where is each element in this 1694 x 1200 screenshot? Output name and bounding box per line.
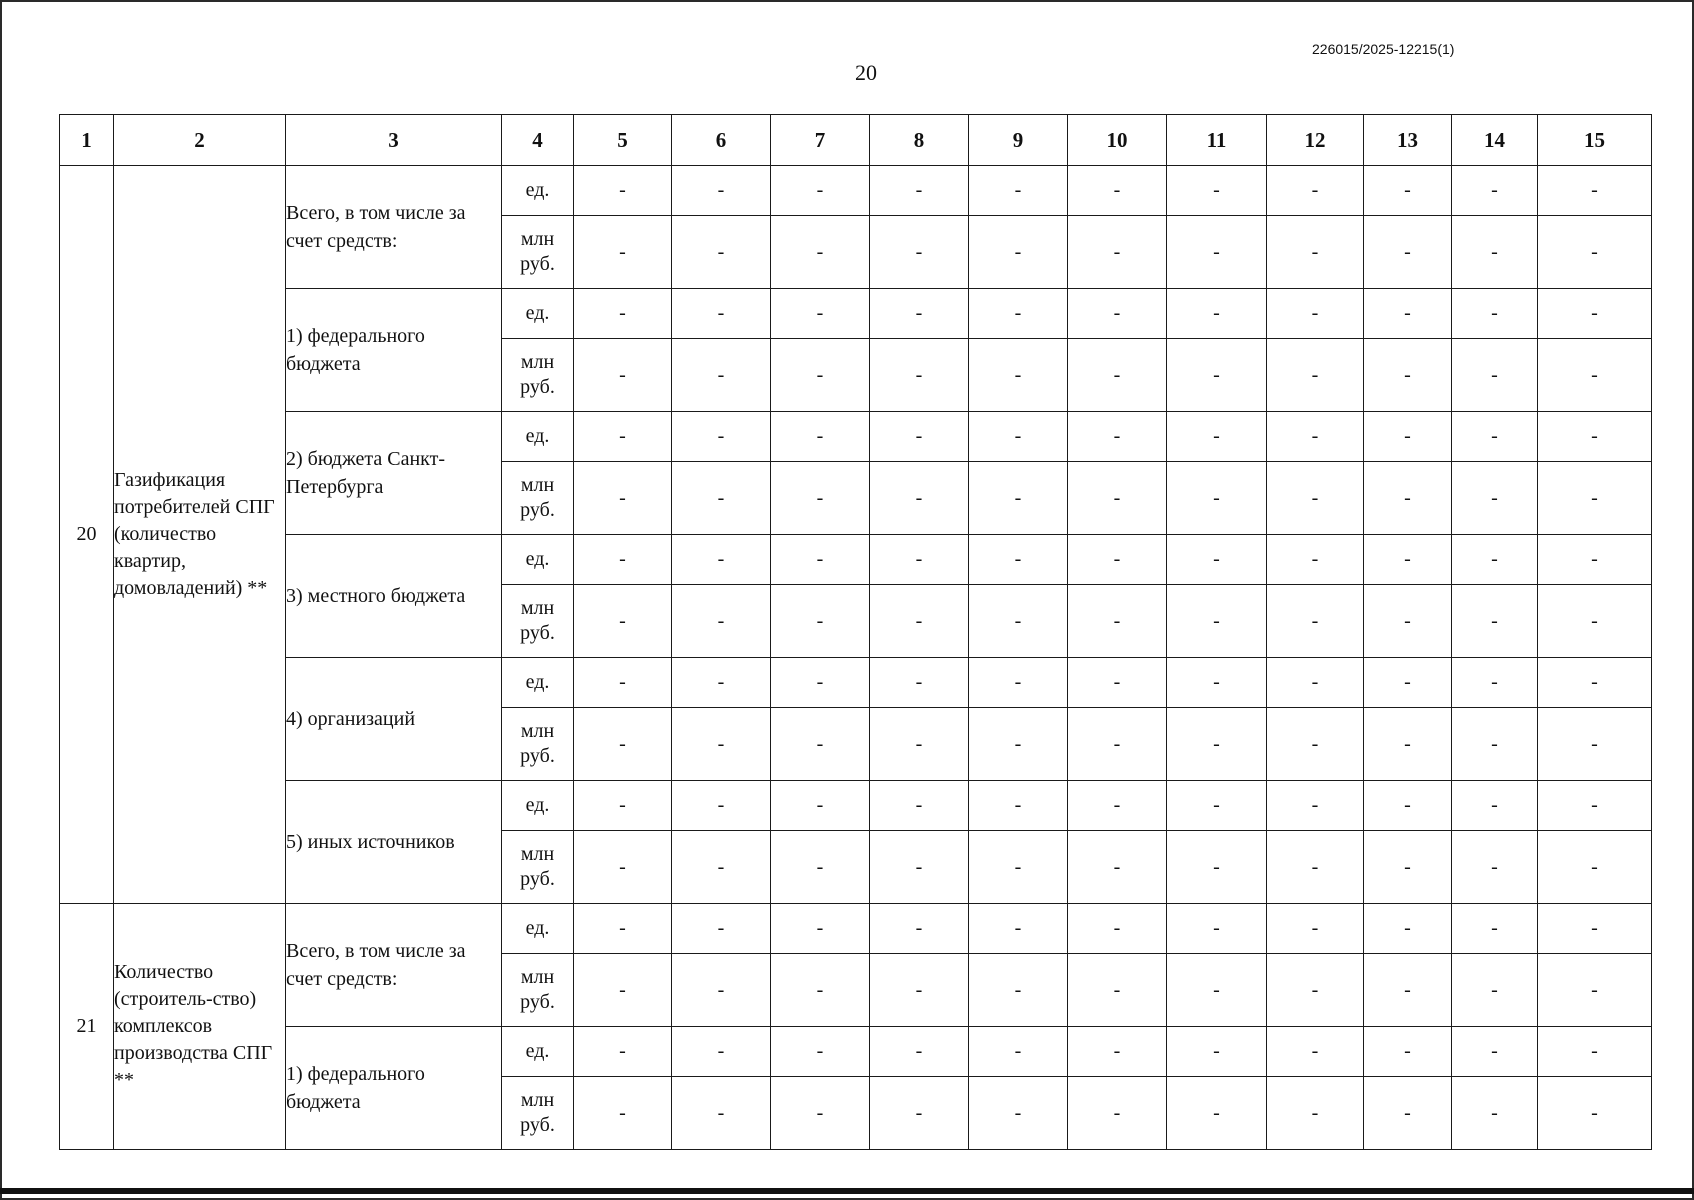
funding-source: 5) иных источников (286, 781, 502, 904)
value-cell: - (1452, 289, 1538, 339)
unit-cell: млн руб. (502, 585, 574, 658)
value-cell: - (1068, 585, 1167, 658)
value-cell: - (969, 216, 1068, 289)
value-cell: - (574, 904, 672, 954)
value-cell: - (574, 166, 672, 216)
value-cell: - (1167, 166, 1267, 216)
column-header: 15 (1538, 115, 1652, 166)
value-cell: - (969, 412, 1068, 462)
value-cell: - (1267, 462, 1364, 535)
value-cell: - (1267, 1027, 1364, 1077)
value-cell: - (1068, 289, 1167, 339)
value-cell: - (672, 166, 771, 216)
value-cell: - (574, 708, 672, 781)
value-cell: - (1538, 535, 1652, 585)
value-cell: - (672, 535, 771, 585)
unit-cell: млн руб. (502, 1077, 574, 1150)
table-row (60, 166, 1652, 216)
value-cell: - (1538, 412, 1652, 462)
value-cell: - (1538, 1027, 1652, 1077)
value-cell: - (1167, 831, 1267, 904)
value-cell: - (771, 831, 870, 904)
value-cell: - (1452, 904, 1538, 954)
value-cell: - (1167, 289, 1267, 339)
column-header: 7 (771, 115, 870, 166)
value-cell: - (1364, 339, 1452, 412)
unit-cell: млн руб. (502, 954, 574, 1027)
value-cell: - (1538, 904, 1652, 954)
unit-cell: ед. (502, 289, 574, 339)
value-cell: - (1538, 954, 1652, 1027)
value-cell: - (1452, 412, 1538, 462)
unit-cell: ед. (502, 904, 574, 954)
value-cell: - (969, 166, 1068, 216)
value-cell: - (672, 216, 771, 289)
indicator-name: Количество (строитель-ство) комплексов производства СПГ ** (114, 904, 286, 1150)
value-cell: - (574, 1077, 672, 1150)
funding-source: Всего, в том числе за счет средств: (286, 904, 502, 1027)
unit-cell: ед. (502, 781, 574, 831)
value-cell: - (771, 658, 870, 708)
value-cell: - (672, 1077, 771, 1150)
value-cell: - (870, 289, 969, 339)
value-cell: - (574, 216, 672, 289)
value-cell: - (1538, 1077, 1652, 1150)
value-cell: - (672, 289, 771, 339)
row-number: 20 (60, 166, 114, 904)
value-cell: - (1167, 904, 1267, 954)
value-cell: - (1364, 289, 1452, 339)
value-cell: - (1364, 585, 1452, 658)
value-cell: - (1364, 781, 1452, 831)
value-cell: - (1267, 535, 1364, 585)
value-cell: - (1364, 166, 1452, 216)
unit-cell: ед. (502, 658, 574, 708)
value-cell: - (969, 1077, 1068, 1150)
value-cell: - (771, 166, 870, 216)
unit-cell: млн руб. (502, 216, 574, 289)
table-row (60, 658, 1652, 708)
value-cell: - (1538, 781, 1652, 831)
value-cell: - (1068, 166, 1167, 216)
value-cell: - (969, 708, 1068, 781)
value-cell: - (672, 462, 771, 535)
value-cell: - (870, 585, 969, 658)
value-cell: - (1167, 462, 1267, 535)
value-cell: - (969, 904, 1068, 954)
value-cell: - (771, 1077, 870, 1150)
table-row (60, 781, 1652, 831)
value-cell: - (870, 1077, 969, 1150)
value-cell: - (1068, 462, 1167, 535)
value-cell: - (1452, 166, 1538, 216)
value-cell: - (1068, 781, 1167, 831)
value-cell: - (1364, 1077, 1452, 1150)
unit-cell: млн руб. (502, 708, 574, 781)
value-cell: - (1068, 831, 1167, 904)
value-cell: - (870, 462, 969, 535)
value-cell: - (771, 462, 870, 535)
value-cell: - (1364, 1027, 1452, 1077)
value-cell: - (1267, 585, 1364, 658)
value-cell: - (1538, 339, 1652, 412)
value-cell: - (574, 831, 672, 904)
value-cell: - (1167, 1027, 1267, 1077)
table-row (60, 412, 1652, 462)
value-cell: - (870, 1027, 969, 1077)
value-cell: - (1167, 585, 1267, 658)
value-cell: - (672, 904, 771, 954)
value-cell: - (870, 781, 969, 831)
value-cell: - (771, 904, 870, 954)
column-header: 8 (870, 115, 969, 166)
value-cell: - (1364, 535, 1452, 585)
value-cell: - (1267, 954, 1364, 1027)
column-header: 11 (1167, 115, 1267, 166)
table-body (60, 166, 1652, 1150)
value-cell: - (969, 831, 1068, 904)
value-cell: - (574, 658, 672, 708)
value-cell: - (771, 339, 870, 412)
value-cell: - (870, 339, 969, 412)
value-cell: - (1452, 708, 1538, 781)
value-cell: - (1538, 585, 1652, 658)
value-cell: - (1452, 954, 1538, 1027)
unit-cell: млн руб. (502, 462, 574, 535)
value-cell: - (1068, 412, 1167, 462)
value-cell: - (771, 216, 870, 289)
column-header: 14 (1452, 115, 1538, 166)
funding-source: 3) местного бюджета (286, 535, 502, 658)
value-cell: - (1364, 412, 1452, 462)
value-cell: - (870, 708, 969, 781)
funding-source: 2) бюджета Санкт-Петербурга (286, 412, 502, 535)
value-cell: - (1364, 831, 1452, 904)
value-cell: - (1267, 708, 1364, 781)
column-header: 4 (502, 115, 574, 166)
value-cell: - (672, 658, 771, 708)
value-cell: - (1538, 289, 1652, 339)
unit-cell: ед. (502, 1027, 574, 1077)
value-cell: - (574, 462, 672, 535)
value-cell: - (1167, 339, 1267, 412)
value-cell: - (1364, 708, 1452, 781)
value-cell: - (1068, 954, 1167, 1027)
value-cell: - (1452, 831, 1538, 904)
value-cell: - (870, 216, 969, 289)
value-cell: - (1068, 708, 1167, 781)
value-cell: - (1267, 412, 1364, 462)
value-cell: - (1538, 216, 1652, 289)
value-cell: - (1364, 216, 1452, 289)
value-cell: - (870, 412, 969, 462)
value-cell: - (1452, 585, 1538, 658)
value-cell: - (870, 831, 969, 904)
value-cell: - (969, 289, 1068, 339)
value-cell: - (1364, 658, 1452, 708)
value-cell: - (969, 781, 1068, 831)
value-cell: - (969, 954, 1068, 1027)
value-cell: - (1538, 462, 1652, 535)
value-cell: - (1364, 904, 1452, 954)
value-cell: - (1167, 535, 1267, 585)
value-cell: - (672, 831, 771, 904)
funding-source: 1) федерального бюджета (286, 1027, 502, 1150)
value-cell: - (672, 781, 771, 831)
value-cell: - (672, 1027, 771, 1077)
value-cell: - (1068, 216, 1167, 289)
unit-cell: ед. (502, 535, 574, 585)
column-header: 13 (1364, 115, 1452, 166)
value-cell: - (1068, 1027, 1167, 1077)
value-cell: - (574, 781, 672, 831)
value-cell: - (1068, 339, 1167, 412)
value-cell: - (969, 1027, 1068, 1077)
value-cell: - (574, 535, 672, 585)
value-cell: - (1538, 831, 1652, 904)
scan-bottom-edge (0, 1188, 1694, 1194)
column-header: 2 (114, 115, 286, 166)
value-cell: - (574, 585, 672, 658)
value-cell: - (1267, 831, 1364, 904)
value-cell: - (1267, 216, 1364, 289)
value-cell: - (870, 904, 969, 954)
row-number: 21 (60, 904, 114, 1150)
column-header: 1 (60, 115, 114, 166)
value-cell: - (574, 954, 672, 1027)
value-cell: - (1538, 658, 1652, 708)
unit-cell: ед. (502, 412, 574, 462)
value-cell: - (870, 535, 969, 585)
value-cell: - (1267, 781, 1364, 831)
value-cell: - (1538, 166, 1652, 216)
value-cell: - (969, 535, 1068, 585)
value-cell: - (1267, 289, 1364, 339)
value-cell: - (771, 535, 870, 585)
value-cell: - (1167, 781, 1267, 831)
header-row (60, 115, 1652, 166)
value-cell: - (969, 339, 1068, 412)
value-cell: - (672, 412, 771, 462)
value-cell: - (1538, 708, 1652, 781)
value-cell: - (574, 289, 672, 339)
value-cell: - (870, 658, 969, 708)
value-cell: - (1267, 339, 1364, 412)
value-cell: - (771, 585, 870, 658)
document-id: 226015/2025-12215(1) (1312, 41, 1455, 57)
value-cell: - (1364, 954, 1452, 1027)
value-cell: - (672, 339, 771, 412)
value-cell: - (1267, 166, 1364, 216)
column-header: 3 (286, 115, 502, 166)
page-number: 20 (855, 60, 877, 85)
value-cell: - (771, 289, 870, 339)
value-cell: - (1167, 1077, 1267, 1150)
value-cell: - (771, 1027, 870, 1077)
value-cell: - (1452, 216, 1538, 289)
funding-source: 4) организаций (286, 658, 502, 781)
value-cell: - (1068, 1077, 1167, 1150)
value-cell: - (870, 166, 969, 216)
value-cell: - (1267, 658, 1364, 708)
funding-source: 1) федерального бюджета (286, 289, 502, 412)
value-cell: - (1364, 462, 1452, 535)
value-cell: - (771, 781, 870, 831)
value-cell: - (969, 462, 1068, 535)
value-cell: - (1167, 216, 1267, 289)
column-header: 6 (672, 115, 771, 166)
value-cell: - (1267, 904, 1364, 954)
value-cell: - (574, 1027, 672, 1077)
value-cell: - (771, 412, 870, 462)
value-cell: - (969, 658, 1068, 708)
value-cell: - (1167, 412, 1267, 462)
unit-cell: млн руб. (502, 831, 574, 904)
unit-cell: ед. (502, 166, 574, 216)
value-cell: - (1452, 535, 1538, 585)
column-header: 10 (1068, 115, 1167, 166)
value-cell: - (1452, 1077, 1538, 1150)
value-cell: - (1068, 658, 1167, 708)
table-row (60, 1027, 1652, 1077)
value-cell: - (771, 954, 870, 1027)
value-cell: - (672, 585, 771, 658)
funding-source: Всего, в том числе за счет средств: (286, 166, 502, 289)
column-header: 12 (1267, 115, 1364, 166)
value-cell: - (1167, 658, 1267, 708)
data-table (59, 114, 1652, 1150)
column-header: 5 (574, 115, 672, 166)
table-row (60, 535, 1652, 585)
value-cell: - (574, 339, 672, 412)
value-cell: - (1452, 658, 1538, 708)
indicator-name: Газификация потребителей СПГ (количество квартир, домовладений) ** (114, 166, 286, 904)
value-cell: - (1068, 535, 1167, 585)
value-cell: - (969, 585, 1068, 658)
value-cell: - (1452, 1027, 1538, 1077)
value-cell: - (1068, 904, 1167, 954)
value-cell: - (1452, 339, 1538, 412)
table-row (60, 289, 1652, 339)
value-cell: - (870, 954, 969, 1027)
value-cell: - (574, 412, 672, 462)
value-cell: - (771, 708, 870, 781)
value-cell: - (672, 954, 771, 1027)
value-cell: - (1452, 781, 1538, 831)
value-cell: - (1452, 462, 1538, 535)
column-header: 9 (969, 115, 1068, 166)
value-cell: - (1167, 954, 1267, 1027)
table-row (60, 904, 1652, 954)
value-cell: - (1267, 1077, 1364, 1150)
unit-cell: млн руб. (502, 339, 574, 412)
value-cell: - (1167, 708, 1267, 781)
value-cell: - (672, 708, 771, 781)
